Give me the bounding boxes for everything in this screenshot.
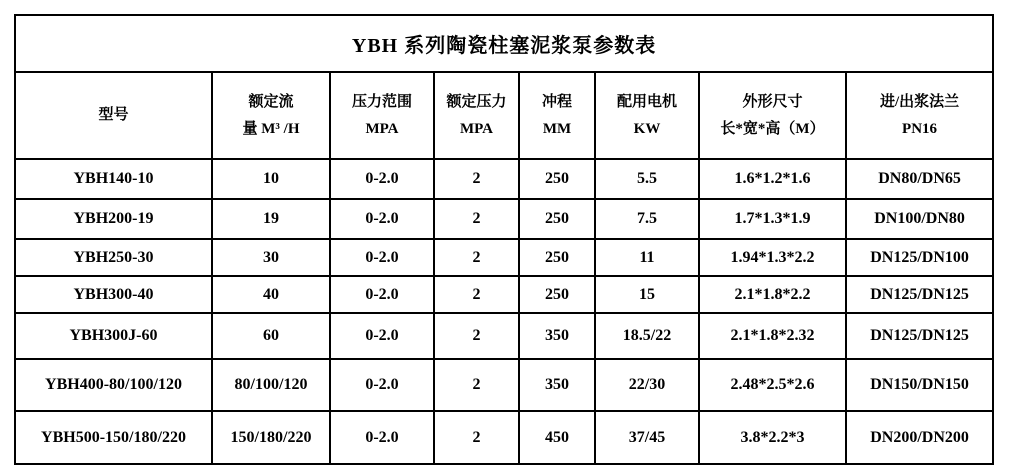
table-row [15,359,993,411]
cell-flange: DN80/DN65 [846,159,993,199]
cell-motor-power: 5.5 [595,159,699,199]
cell-stroke: 250 [519,159,595,199]
cell-motor-power: 11 [595,239,699,276]
header-pressure-range [330,72,434,159]
cell-dimensions: 2.48*2.5*2.6 [699,359,846,411]
header-rated-flow [212,72,330,159]
cell-motor-power: 37/45 [595,411,699,464]
cell-model: YBH140-10 [15,159,212,199]
cell-flange: DN100/DN80 [846,199,993,239]
cell-model: YBH300-40 [15,276,212,313]
cell-rated-flow: 60 [212,313,330,359]
cell-dimensions: 2.1*1.8*2.2 [699,276,846,313]
header-dimensions [699,72,846,159]
cell-stroke: 450 [519,411,595,464]
cell-flange: DN150/DN150 [846,359,993,411]
header-rated-pressure [434,72,519,159]
cell-rated-flow: 80/100/120 [212,359,330,411]
cell-flange: DN125/DN125 [846,313,993,359]
header-motor-power [595,72,699,159]
table-title: YBH 系列陶瓷柱塞泥浆泵参数表 [15,15,993,72]
header-rated-flow-line2: 量 M³ /H [242,120,300,137]
cell-motor-power: 22/30 [595,359,699,411]
cell-rated-pressure: 2 [434,159,519,199]
cell-rated-pressure: 2 [434,276,519,313]
cell-stroke: 250 [519,199,595,239]
cell-dimensions: 1.7*1.3*1.9 [699,199,846,239]
table-row [15,159,993,199]
cell-rated-pressure: 2 [434,313,519,359]
cell-pressure-range: 0-2.0 [330,411,434,464]
header-dimensions-line1: 外形尺寸 [742,93,803,110]
cell-pressure-range: 0-2.0 [330,313,434,359]
cell-model: YBH500-150/180/220 [15,411,212,464]
pump-parameters-table [14,14,994,465]
cell-pressure-range: 0-2.0 [330,239,434,276]
cell-motor-power: 18.5/22 [595,313,699,359]
cell-rated-pressure: 2 [434,239,519,276]
cell-dimensions: 2.1*1.8*2.32 [699,313,846,359]
cell-pressure-range: 0-2.0 [330,199,434,239]
table-row [15,276,993,313]
cell-stroke: 350 [519,359,595,411]
header-stroke-line2: MM [542,120,572,137]
cell-model: YBH250-30 [15,239,212,276]
header-pressure-range-line2: MPA [365,120,399,137]
cell-dimensions: 1.94*1.3*2.2 [699,239,846,276]
header-pressure-range-line1: 压力范围 [351,93,412,110]
header-flange [846,72,993,159]
header-stroke [519,72,595,159]
table-row [15,313,993,359]
cell-dimensions: 3.8*2.2*3 [699,411,846,464]
cell-stroke: 350 [519,313,595,359]
header-motor-power-line2: KW [633,120,661,137]
table-title-row [15,15,993,72]
header-model [15,72,212,159]
cell-rated-flow: 10 [212,159,330,199]
cell-pressure-range: 0-2.0 [330,359,434,411]
cell-motor-power: 7.5 [595,199,699,239]
header-rated-pressure-line2: MPA [459,120,494,137]
cell-rated-pressure: 2 [434,199,519,239]
header-stroke-line1: 冲程 [541,93,572,110]
header-model-line1: 型号 [98,107,129,123]
header-motor-power-line1: 配用电机 [616,93,677,110]
table-header-row [15,72,993,159]
table-row [15,411,993,464]
cell-rated-pressure: 2 [434,411,519,464]
header-dimensions-line2: 长*宽*高（M） [720,120,825,137]
cell-model: YBH400-80/100/120 [15,359,212,411]
cell-dimensions: 1.6*1.2*1.6 [699,159,846,199]
header-rated-pressure-line1: 额定压力 [446,93,507,110]
header-flange-line1: 进/出浆法兰 [879,93,960,110]
cell-stroke: 250 [519,276,595,313]
cell-flange: DN125/DN100 [846,239,993,276]
cell-flange: DN125/DN125 [846,276,993,313]
table-row [15,239,993,276]
cell-rated-flow: 40 [212,276,330,313]
cell-stroke: 250 [519,239,595,276]
cell-rated-flow: 30 [212,239,330,276]
table-row [15,199,993,239]
cell-rated-flow: 150/180/220 [212,411,330,464]
header-rated-flow-line1: 额定流 [248,93,294,110]
cell-pressure-range: 0-2.0 [330,276,434,313]
cell-rated-pressure: 2 [434,359,519,411]
cell-flange: DN200/DN200 [846,411,993,464]
cell-motor-power: 15 [595,276,699,313]
header-flange-line2: PN16 [902,120,938,137]
cell-model: YBH200-19 [15,199,212,239]
cell-rated-flow: 19 [212,199,330,239]
cell-pressure-range: 0-2.0 [330,159,434,199]
cell-model: YBH300J-60 [15,313,212,359]
